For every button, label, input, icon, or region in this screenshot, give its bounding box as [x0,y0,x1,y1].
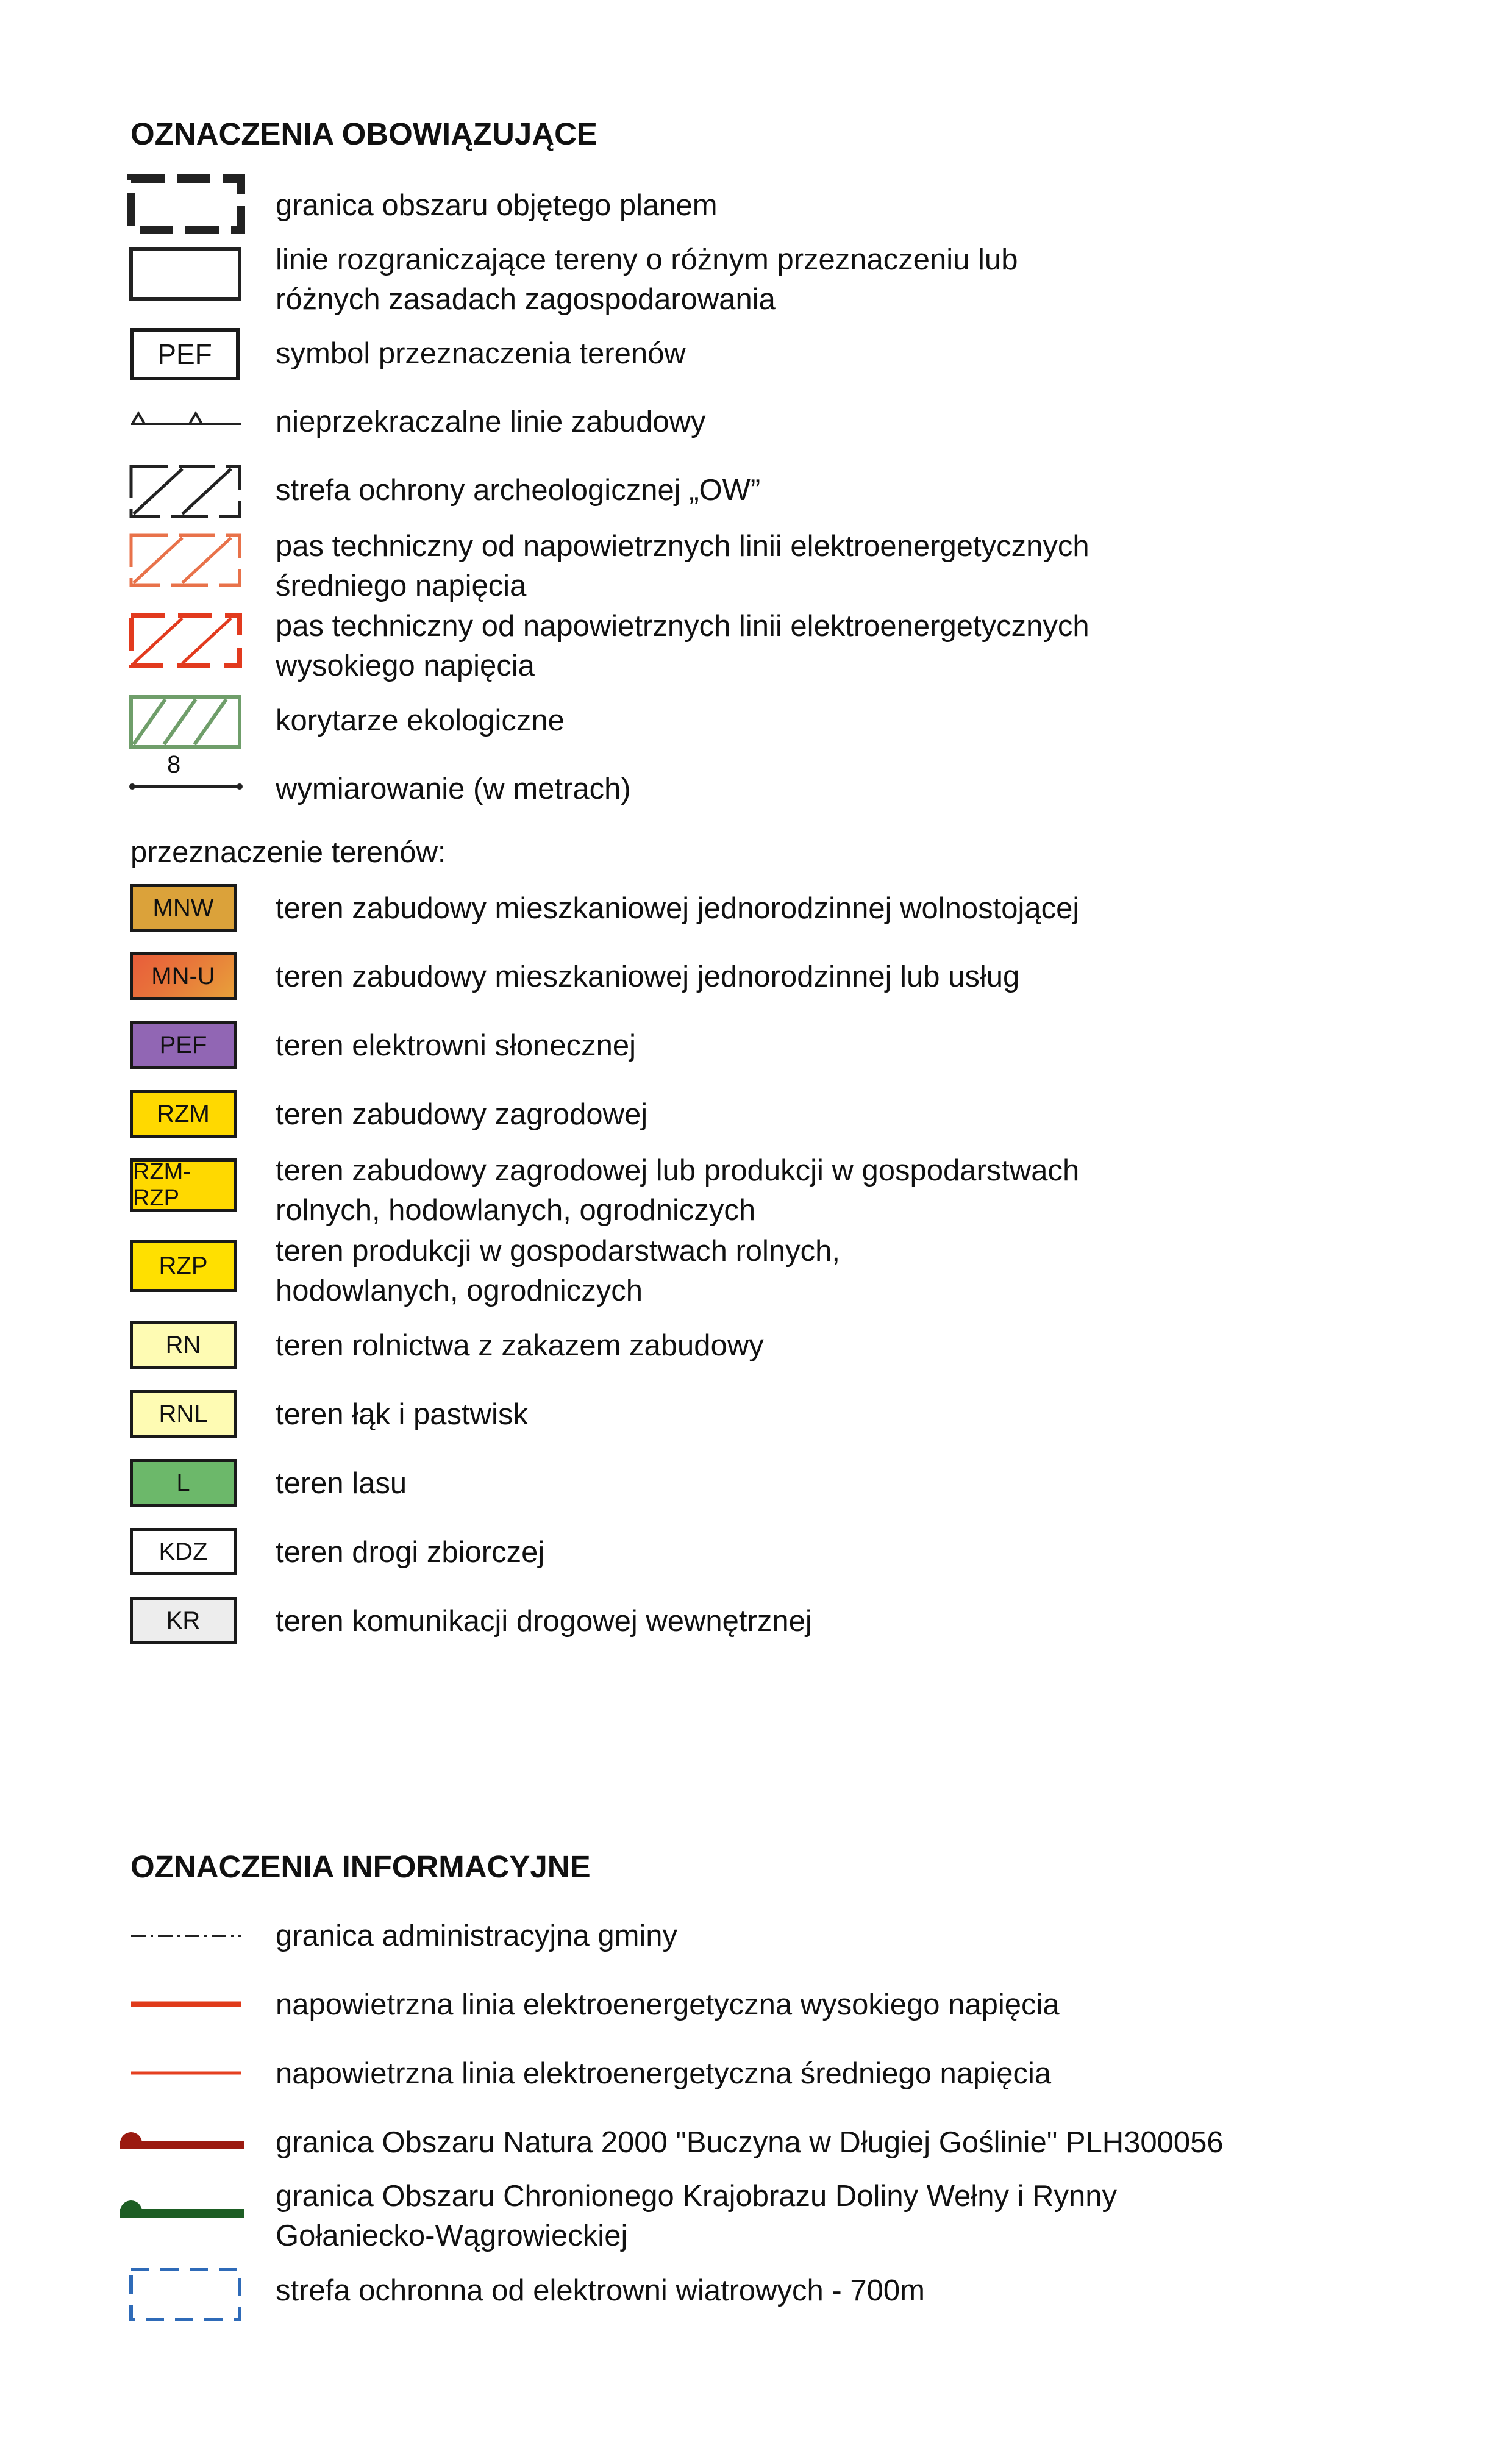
section-heading-informacyjne: OZNACZENIA INFORMACYJNE [130,1849,591,1884]
land-use-box-pef: PEF [130,1021,237,1069]
land-use-box-mn-u: MN-U [130,952,237,1000]
thin-red-line-icon [125,2064,247,2082]
land-use-label-rzp-line2: hodowlanych, ogrodniczych [276,1274,643,1307]
info-label-natura-2000: granica Obszaru Natura 2000 "Buczyna w Długiej Goślinie" PLH300056 [276,2126,1224,2159]
land-use-box-kr: KR [130,1597,237,1644]
land-use-box-rzp: RZP [130,1240,237,1292]
legend-label-medium-voltage-strip-line1: pas techniczny od napowietrznych linii elektroenergetycznych [276,530,1089,563]
black-hatch-icon [125,462,247,519]
info-label-medium-voltage-line: napowietrzna linia elektroenergetyczna średniego napięcia [276,2057,1052,2090]
land-use-box-rnl: RNL [130,1390,237,1438]
dash-dot-line-icon [125,1927,247,1945]
section-heading-przeznaczenie: przeznaczenie terenów: [130,836,446,869]
blue-dashed-box-icon [125,2263,247,2324]
legend-label-ecological-corridors: korytarze ekologiczne [276,704,565,737]
info-label-protected-landscape-line1: granica Obszaru Chronionego Krajobrazu Doliny Wełny i Rynny [276,2180,1117,2213]
land-use-symbol-box: PEF [130,328,240,380]
land-use-label-rnl: teren łąk i pastwisk [276,1398,528,1431]
info-label-high-voltage-line: napowietrzna linia elektroenergetyczna wysokiego napięcia [276,1988,1060,2021]
land-use-label-mn-u: teren zabudowy mieszkaniowej jednorodzinnej lub usług [276,960,1020,993]
info-label-admin-boundary: granica administracyjna gminy [276,1919,678,1952]
info-label-protected-landscape-line2: Gołaniecko-Wągrowieckiej [276,2219,628,2252]
land-use-label-rzp-line1: teren produkcji w gospodarstwach rolnych, [276,1235,841,1268]
land-use-label-kdz: teren drogi zbiorczej [276,1536,545,1569]
legend-label-dimensioning: wymiarowanie (w metrach) [276,773,631,805]
landscape-area-boundary-icon [113,2193,247,2224]
land-use-box-rzm: RZM [130,1090,237,1138]
legend-label-building-lines: nieprzekraczalne linie zabudowy [276,405,706,438]
land-use-label-rzm: teren zabudowy zagrodowej [276,1098,648,1131]
land-use-label-pef: teren elektrowni słonecznej [276,1029,637,1062]
natura-boundary-icon [113,2125,247,2155]
dashed-black-border-icon [125,174,247,235]
land-use-box-l: L [130,1459,237,1507]
red-hatch-icon [125,611,247,669]
legend-label-high-voltage-strip-line1: pas techniczny od napowietrznych linii elektroenergetycznych [276,610,1089,643]
dimension-icon [125,777,247,796]
land-use-label-rzm-rzp-line1: teren zabudowy zagrodowej lub produkcji w gospodarstwach [276,1154,1080,1187]
land-use-label-l: teren lasu [276,1467,407,1500]
green-hatch-icon [125,692,247,750]
land-use-label-mnw: teren zabudowy mieszkaniowej jednorodzinnej wolnostojącej [276,892,1080,925]
legend-label-dividing-lines-line2: różnych zasadach zagospodarowania [276,283,776,316]
land-use-label-rzm-rzp-line2: rolnych, hodowlanych, ogrodniczych [276,1194,756,1227]
land-use-box-rzm-rzp: RZM-RZP [130,1158,237,1212]
land-use-box-rn: RN [130,1321,237,1369]
land-use-label-rn: teren rolnictwa z zakazem zabudowy [276,1329,764,1362]
dimension-value: 8 [167,751,181,778]
legend-label-land-use-symbol: symbol przeznaczenia terenów [276,337,686,370]
solid-black-border-icon [125,244,247,302]
legend-label-archaeology-zone: strefa ochrony archeologicznej „OW” [276,474,761,507]
orange-hatch-icon [125,530,247,588]
land-use-box-mnw: MNW [130,884,237,932]
legend-label-medium-voltage-strip-line2: średniego napięcia [276,569,527,602]
section-heading-obowiazujace: OZNACZENIA OBOWIĄZUJĄCE [130,116,597,151]
legend-label-high-voltage-strip-line2: wysokiego napięcia [276,649,535,682]
building-line-icon [125,409,247,433]
land-use-box-kdz: KDZ [130,1528,237,1575]
legend-label-dividing-lines-line1: linie rozgraniczające tereny o różnym przeznaczeniu lub [276,243,1018,276]
thick-red-line-icon [125,1995,247,2013]
legend-label-plan-boundary: granica obszaru objętego planem [276,189,718,222]
info-label-wind-turbine-zone: strefa ochronna od elektrowni wiatrowych - 700m [276,2274,925,2307]
land-use-label-kr: teren komunikacji drogowej wewnętrznej [276,1605,812,1638]
